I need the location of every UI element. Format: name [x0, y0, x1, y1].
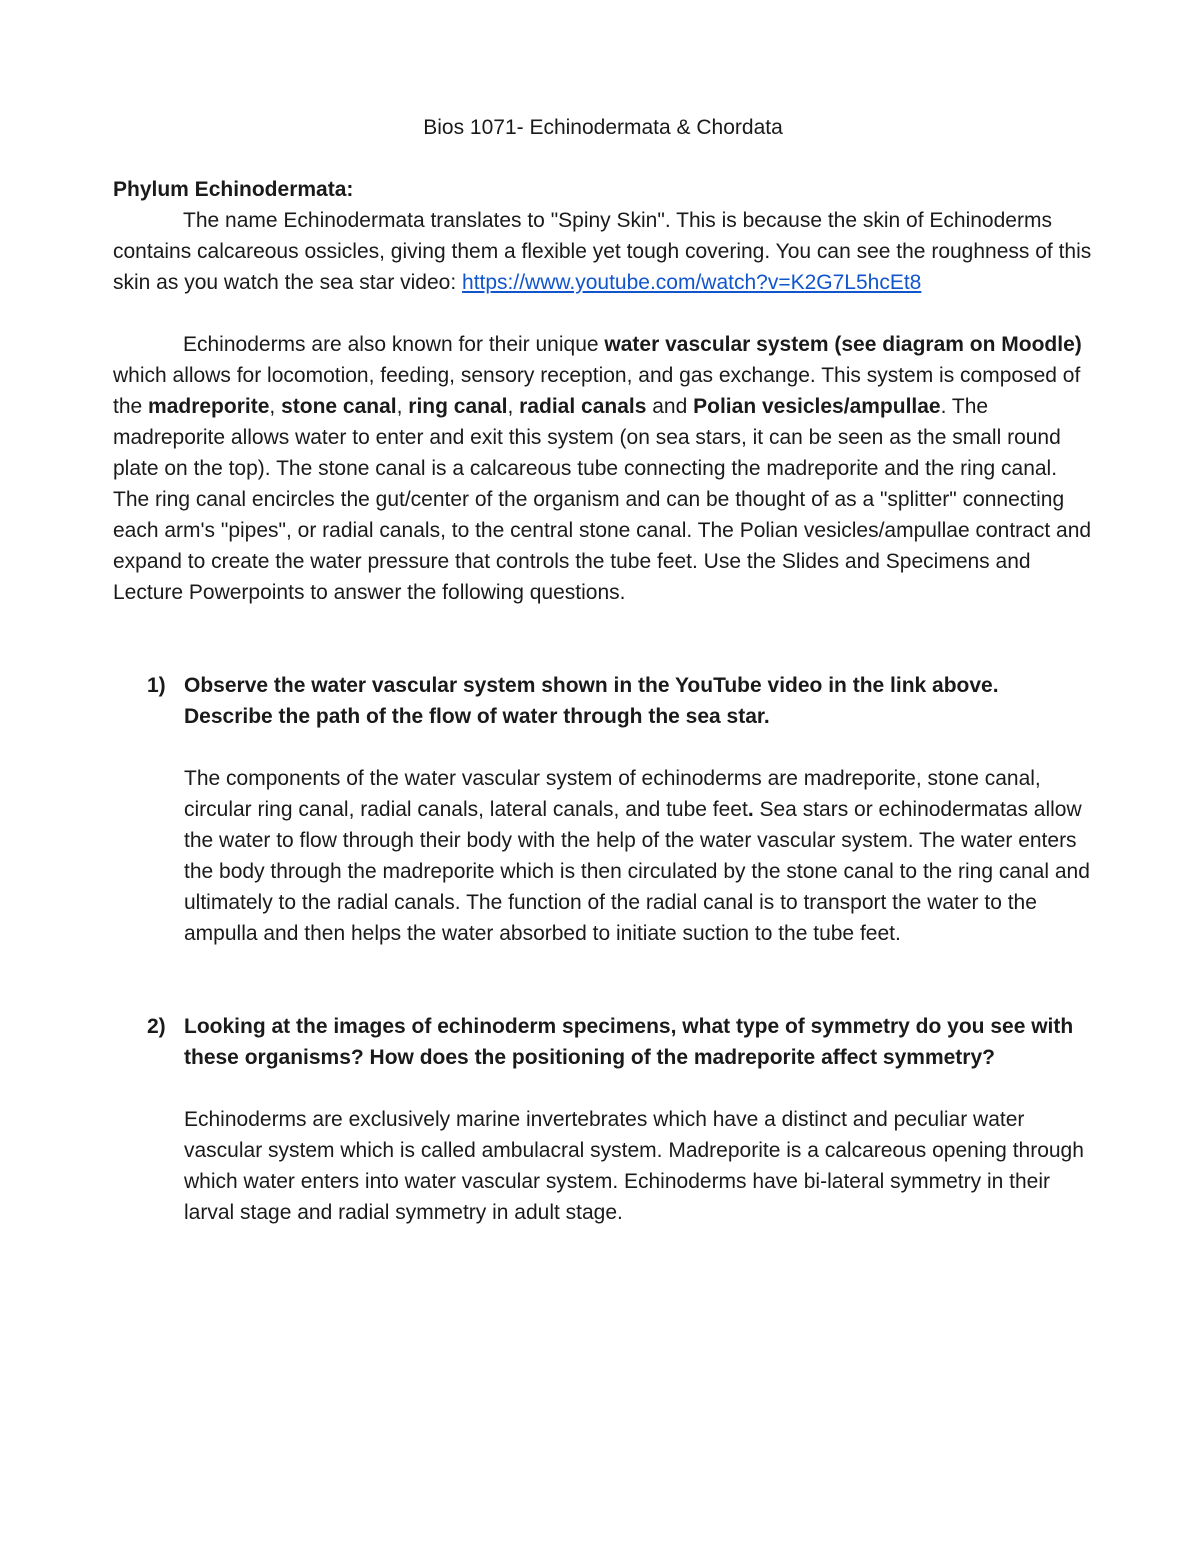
question-1 — [113, 670, 1093, 949]
water-vascular-system-paragraph — [113, 329, 1093, 608]
youtube-video-link[interactable]: https://www.youtube.com/watch?v=K2G7L5hcEt8 — [462, 271, 922, 294]
intro-text: The name Echinodermata translates to "Spiny Skin". This is because the skin of Echinoderms contains calcareous ossicles, giving them a flexible yet tough covering. You can see the roughness of this skin as you watch the sea star video: — [113, 209, 1092, 294]
answer-text — [184, 763, 1093, 949]
answer-text: Echinoderms are exclusively marine invertebrates which have a distinct and peculiar water vascular system which is called ambulacral system. Madreporite is a calcareous opening through which water enters into water vascular system. Echinoderms have bi-lateral symmetry in their larval stage and radial symmetry in adult stage. — [184, 1108, 1084, 1224]
wvs-text: , — [507, 395, 520, 418]
phylum-heading: Phylum Echinodermata: — [113, 178, 354, 201]
document-page — [113, 112, 1093, 1228]
question-text: Looking at the images of echinoderm specimens, what type of symmetry do you see with these organisms? How does the positioning of the madreporite affect symmetry? — [184, 1015, 1074, 1069]
wvs-text: , — [396, 395, 409, 418]
wvs-text: , — [269, 395, 282, 418]
document-title: Bios 1071- Echinodermata & Chordata — [423, 116, 783, 139]
answer-part: The components of the water vascular system of echinoderms are madreporite, stone canal, circular ring canal, radial canals, lateral canals, and tube feet — [184, 767, 1041, 821]
wvs-text: . The madreporite allows water to enter and exit this system (on sea stars, it can be seen as the small round plate on the top). The stone canal is a calcareous tube connecting the madreporite and the ring canal. The ring canal encircles the gut/center of the organism and can be thought of as a "splitter" connecting each arm's "pipes", or radial canals, to the central stone canal. The Polian vesicles/ampullae contract and expand to create the water pressure that controls the tube feet. Use the Slides and Specimens and Lecture Powerpoints to answer the following questions. — [113, 395, 1092, 604]
answer-part: Sea stars or echinodermatas allow the water to flow through their body with the help of the water vascular system. The water enters the body through the madreporite which is then circulated by the stone canal to the ring canal and ultimately to the radial canals. The function of the radial canal is to transport the water to the ampulla and then helps the water absorbed to initiate suction to the tube feet. — [184, 798, 1090, 945]
question-2 — [113, 1011, 1093, 1228]
wvs-text: Echinoderms are also known for their unique — [183, 333, 605, 356]
intro-paragraph — [113, 205, 1093, 298]
wvs-text: and — [646, 395, 694, 418]
question-number: 1) — [147, 674, 166, 697]
wvs-term-ring-canal: ring canal — [408, 395, 508, 418]
answer-period: . — [747, 798, 754, 821]
wvs-term-polian-vesicles: Polian vesicles/ampullae — [693, 395, 941, 418]
question-number: 2) — [147, 1015, 166, 1038]
wvs-term-water-vascular-system: water vascular system (see diagram on Moodle) — [604, 333, 1082, 356]
question-text: Observe the water vascular system shown in the YouTube video in the link above. Describe the path of the flow of water through the sea star. — [184, 674, 999, 728]
wvs-term-stone-canal: stone canal — [281, 395, 397, 418]
wvs-term-radial-canals: radial canals — [519, 395, 647, 418]
wvs-text: which allows for locomotion, feeding, sensory reception, and gas exchange. This system is composed of the — [113, 364, 1081, 418]
wvs-term-madreporite: madreporite — [148, 395, 270, 418]
